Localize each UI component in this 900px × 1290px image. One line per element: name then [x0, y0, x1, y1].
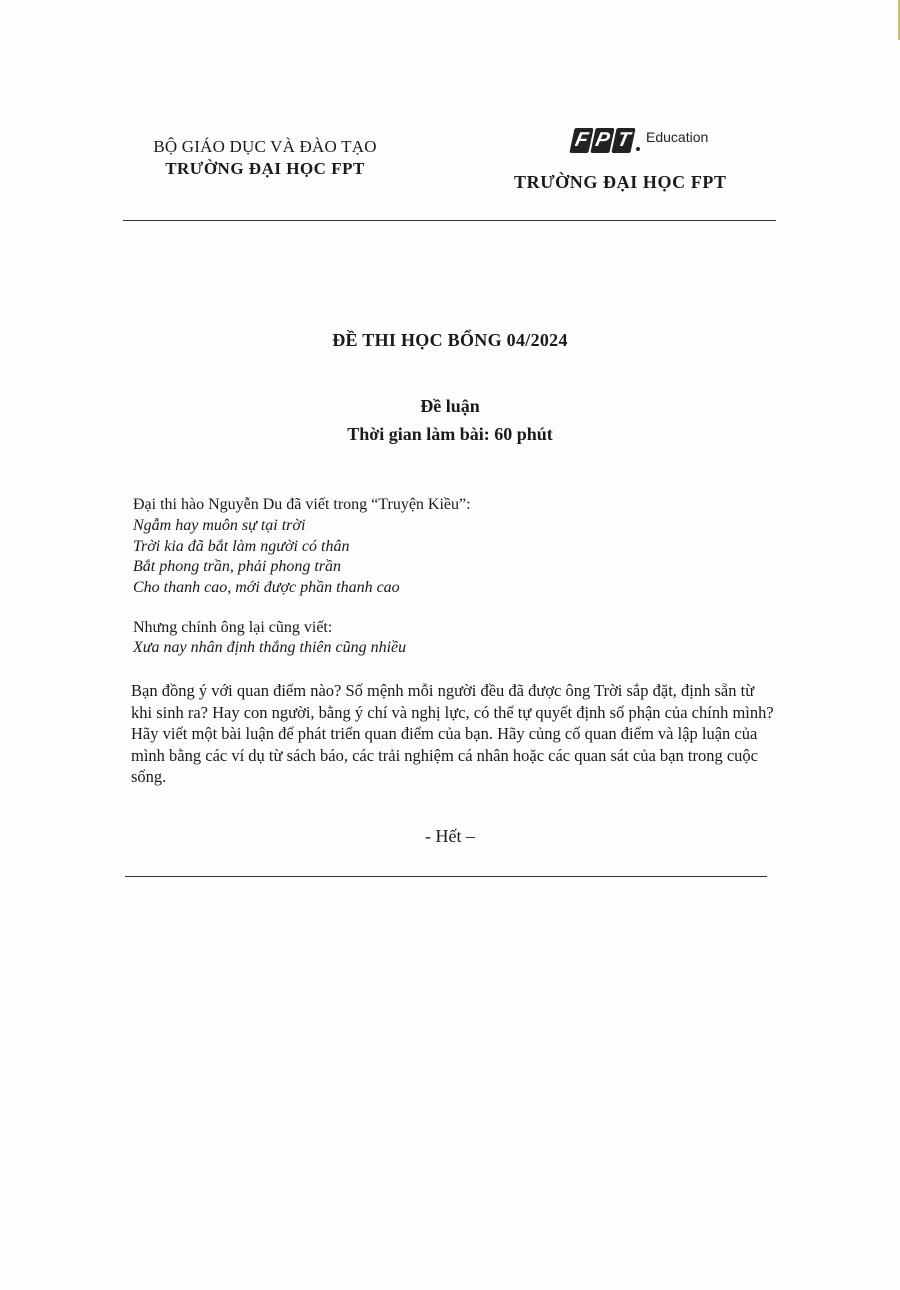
school-name-left: TRƯỜNG ĐẠI HỌC FPT [165, 159, 365, 178]
logo-education-text: Education [646, 129, 709, 145]
poem-line: Cho thanh cao, mới được phần thanh cao [133, 578, 400, 596]
logo-letter-t: T [611, 128, 635, 153]
intro-line: Đại thi hào Nguyễn Du đã viết trong “Truyện Kiều”: [133, 496, 471, 513]
logo-letter-f: F [569, 128, 593, 153]
prompt-question: Bạn đồng ý với quan điểm nào? Số mệnh mỗi người đều đã được ông Trời sắp đặt, định sẵn từ khi sinh ra? Hay con người, bằng ý chí và nghị lực, có thể tự quyết định số phận của chính mình? [131, 681, 774, 722]
header-divider [123, 220, 776, 221]
end-mark: - Hết – [425, 826, 475, 846]
exam-title: ĐỀ THI HỌC BỔNG 04/2024 [332, 330, 568, 350]
fpt-education-logo [572, 128, 708, 160]
transition-line: Nhưng chính ông lại cũng viết: [133, 619, 333, 636]
essay-prompt [131, 680, 779, 788]
footer-divider [125, 876, 767, 877]
poem-block [133, 516, 400, 598]
poem-line: Bắt phong trần, phải phong trần [133, 558, 342, 575]
logo-letter-p: P [590, 128, 614, 153]
exam-time: Thời gian làm bài: 60 phút [347, 424, 553, 444]
exam-type: Đề luận [420, 396, 480, 416]
logo-dot-icon [636, 147, 640, 151]
second-quote: Xưa nay nhân định thắng thiên cũng nhiều [133, 639, 407, 656]
school-name-right: TRƯỜNG ĐẠI HỌC FPT [514, 172, 727, 192]
prompt-instruction: Hãy viết một bài luận để phát triển quan điểm của bạn. Hãy củng cố quan điểm và lập luận của mình bằng các ví dụ từ sách báo, các trải nghiệm cá nhân hoặc các quan sát của bạn trong cuộc sống. [131, 724, 758, 786]
ministry-name: BỘ GIÁO DỤC VÀ ĐÀO TẠO [153, 137, 377, 156]
fpt-logo-letters [572, 128, 635, 153]
poem-line: Trời kia đã bắt làm người có thân [133, 537, 350, 555]
poem-line: Ngẫm hay muôn sự tại trời [133, 517, 306, 534]
issuer-header [120, 136, 410, 180]
